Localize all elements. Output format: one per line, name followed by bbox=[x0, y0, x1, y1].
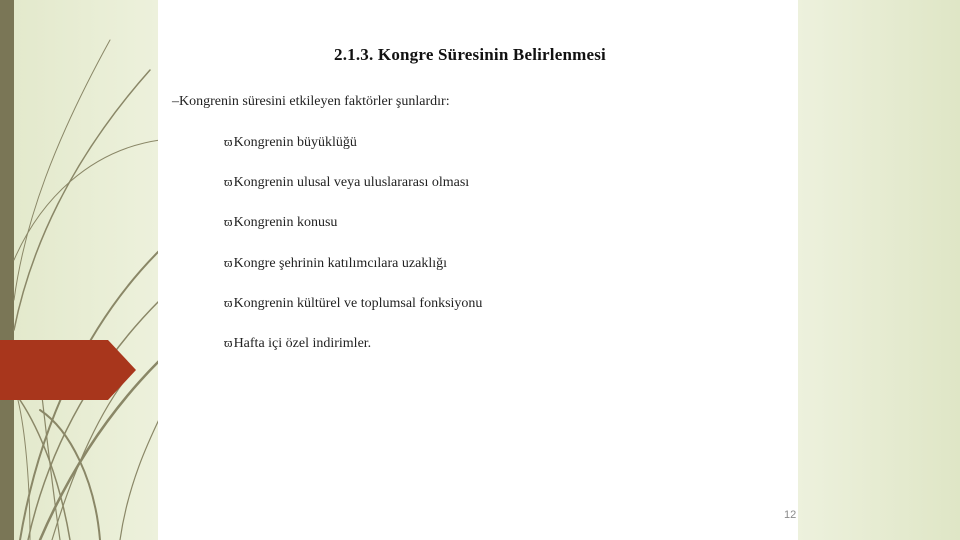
list-item bbox=[224, 335, 482, 375]
list-item bbox=[224, 214, 482, 254]
bullet-glyph: ϖ bbox=[224, 214, 233, 230]
bullet-glyph: ϖ bbox=[224, 254, 233, 270]
slide-content bbox=[158, 0, 798, 540]
list-item-text: Kongrenin kültürel ve toplumsal fonksiyonu bbox=[233, 295, 483, 311]
list-item bbox=[224, 134, 482, 174]
list-item bbox=[224, 295, 482, 335]
bullet-glyph: ϖ bbox=[224, 134, 233, 149]
decorative-grass-lines bbox=[0, 0, 170, 540]
list-item-text: Kongrenin büyüklüğü bbox=[233, 135, 357, 150]
list-item-text: Kongrenin ulusal veya uluslararası olması bbox=[233, 175, 470, 191]
dash-marker: – bbox=[172, 94, 179, 109]
list-item bbox=[224, 174, 482, 214]
factor-list bbox=[224, 134, 482, 375]
list-item-text: Kongre şehrinin katılımcılara uzaklığı bbox=[233, 255, 447, 271]
list-item-text: Kongrenin konusu bbox=[233, 215, 338, 231]
page-number: 12 bbox=[784, 509, 797, 521]
bullet-glyph: ϖ bbox=[224, 294, 233, 310]
bullet-glyph: ϖ bbox=[224, 174, 233, 190]
intro-line bbox=[172, 94, 450, 110]
bullet-glyph: ϖ bbox=[224, 334, 233, 350]
intro-text: Kongrenin süresini etkileyen faktörler şunlardır: bbox=[179, 94, 450, 109]
accent-arrow-bar bbox=[0, 340, 136, 400]
list-item bbox=[224, 255, 482, 295]
list-item-text: Hafta içi özel indirimler. bbox=[233, 335, 372, 351]
right-decor-panel bbox=[798, 0, 960, 540]
slide-title: 2.1.3. Kongre Süresinin Belirlenmesi bbox=[334, 45, 606, 64]
